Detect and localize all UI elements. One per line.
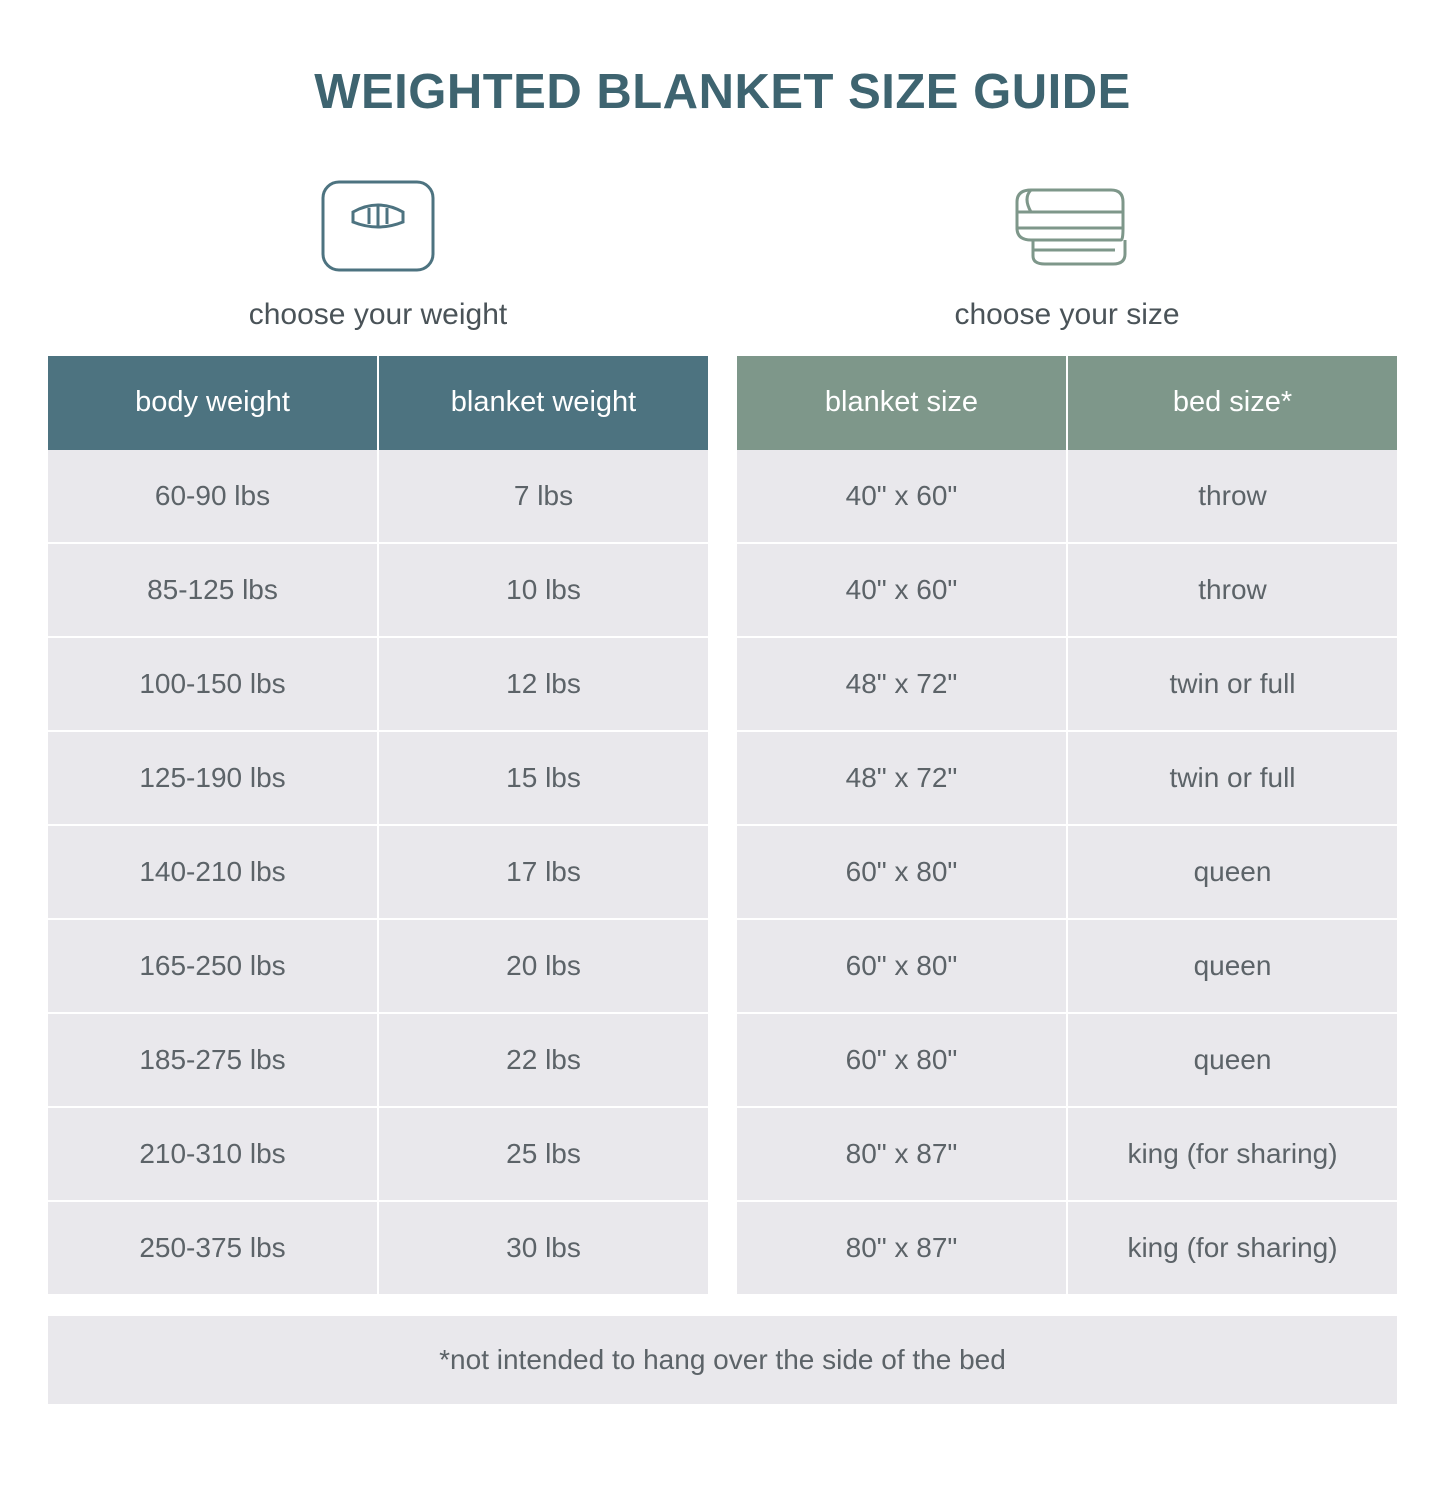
size-table <box>737 356 1397 1294</box>
bed-size-cell: queen <box>1067 825 1397 919</box>
table-row <box>48 731 708 825</box>
blanket-weight-cell: 25 lbs <box>378 1107 708 1201</box>
bathroom-scale-icon <box>319 176 437 276</box>
body-weight-cell: 125-190 lbs <box>48 731 378 825</box>
blanket-weight-cell: 15 lbs <box>378 731 708 825</box>
blanket-weight-cell: 12 lbs <box>378 637 708 731</box>
blanket-size-cell: 40" x 60" <box>737 543 1067 637</box>
body-weight-cell: 60-90 lbs <box>48 450 378 543</box>
table-row <box>737 543 1397 637</box>
weight-table <box>48 356 708 1294</box>
bed-size-cell: queen <box>1067 1013 1397 1107</box>
table-row <box>48 1201 708 1294</box>
blanket-size-cell: 48" x 72" <box>737 731 1067 825</box>
blanket-size-cell: 48" x 72" <box>737 637 1067 731</box>
table-row <box>737 731 1397 825</box>
blanket-size-cell: 80" x 87" <box>737 1201 1067 1294</box>
guide-columns <box>0 176 1445 1294</box>
blanket-size-cell: 60" x 80" <box>737 825 1067 919</box>
blanket-weight-cell: 10 lbs <box>378 543 708 637</box>
body-weight-cell: 250-375 lbs <box>48 1201 378 1294</box>
bed-size-cell: twin or full <box>1067 731 1397 825</box>
folded-blanket-icon <box>1003 176 1131 276</box>
footnote: *not intended to hang over the side of the bed <box>48 1316 1397 1404</box>
page-title: WEIGHTED BLANKET SIZE GUIDE <box>314 65 1131 119</box>
header-blanket-size: blanket size <box>737 356 1067 450</box>
table-row <box>737 450 1397 543</box>
body-weight-cell: 85-125 lbs <box>48 543 378 637</box>
table-row <box>737 825 1397 919</box>
weight-caption: choose your weight <box>248 297 508 331</box>
table-row <box>48 637 708 731</box>
body-weight-cell: 185-275 lbs <box>48 1013 378 1107</box>
size-guide-page <box>0 66 1445 1511</box>
table-row <box>48 450 708 543</box>
size-column <box>737 176 1397 1294</box>
bed-size-cell: queen <box>1067 919 1397 1013</box>
table-row <box>737 1013 1397 1107</box>
bed-size-cell: king (for sharing) <box>1067 1201 1397 1294</box>
table-header-row <box>737 356 1397 450</box>
body-weight-cell: 165-250 lbs <box>48 919 378 1013</box>
weight-column <box>48 176 708 1294</box>
blanket-size-cell: 60" x 80" <box>737 919 1067 1013</box>
table-row <box>48 1013 708 1107</box>
blanket-weight-cell: 7 lbs <box>378 450 708 543</box>
size-caption: choose your size <box>954 297 1180 331</box>
body-weight-cell: 210-310 lbs <box>48 1107 378 1201</box>
header-blanket-weight: blanket weight <box>378 356 708 450</box>
blanket-weight-cell: 20 lbs <box>378 919 708 1013</box>
bed-size-cell: throw <box>1067 543 1397 637</box>
header-body-weight: body weight <box>48 356 378 450</box>
blanket-size-cell: 40" x 60" <box>737 450 1067 543</box>
table-row <box>737 1107 1397 1201</box>
table-row <box>48 543 708 637</box>
table-row <box>48 1107 708 1201</box>
blanket-size-cell: 60" x 80" <box>737 1013 1067 1107</box>
table-row <box>737 919 1397 1013</box>
blanket-size-cell: 80" x 87" <box>737 1107 1067 1201</box>
body-weight-cell: 100-150 lbs <box>48 637 378 731</box>
table-header-row <box>48 356 708 450</box>
table-row <box>48 825 708 919</box>
header-bed-size: bed size* <box>1067 356 1397 450</box>
blanket-weight-cell: 30 lbs <box>378 1201 708 1294</box>
blanket-weight-cell: 22 lbs <box>378 1013 708 1107</box>
body-weight-cell: 140-210 lbs <box>48 825 378 919</box>
bed-size-cell: king (for sharing) <box>1067 1107 1397 1201</box>
blanket-weight-cell: 17 lbs <box>378 825 708 919</box>
table-row <box>737 637 1397 731</box>
bed-size-cell: twin or full <box>1067 637 1397 731</box>
table-row <box>48 919 708 1013</box>
table-row <box>737 1201 1397 1294</box>
bed-size-cell: throw <box>1067 450 1397 543</box>
